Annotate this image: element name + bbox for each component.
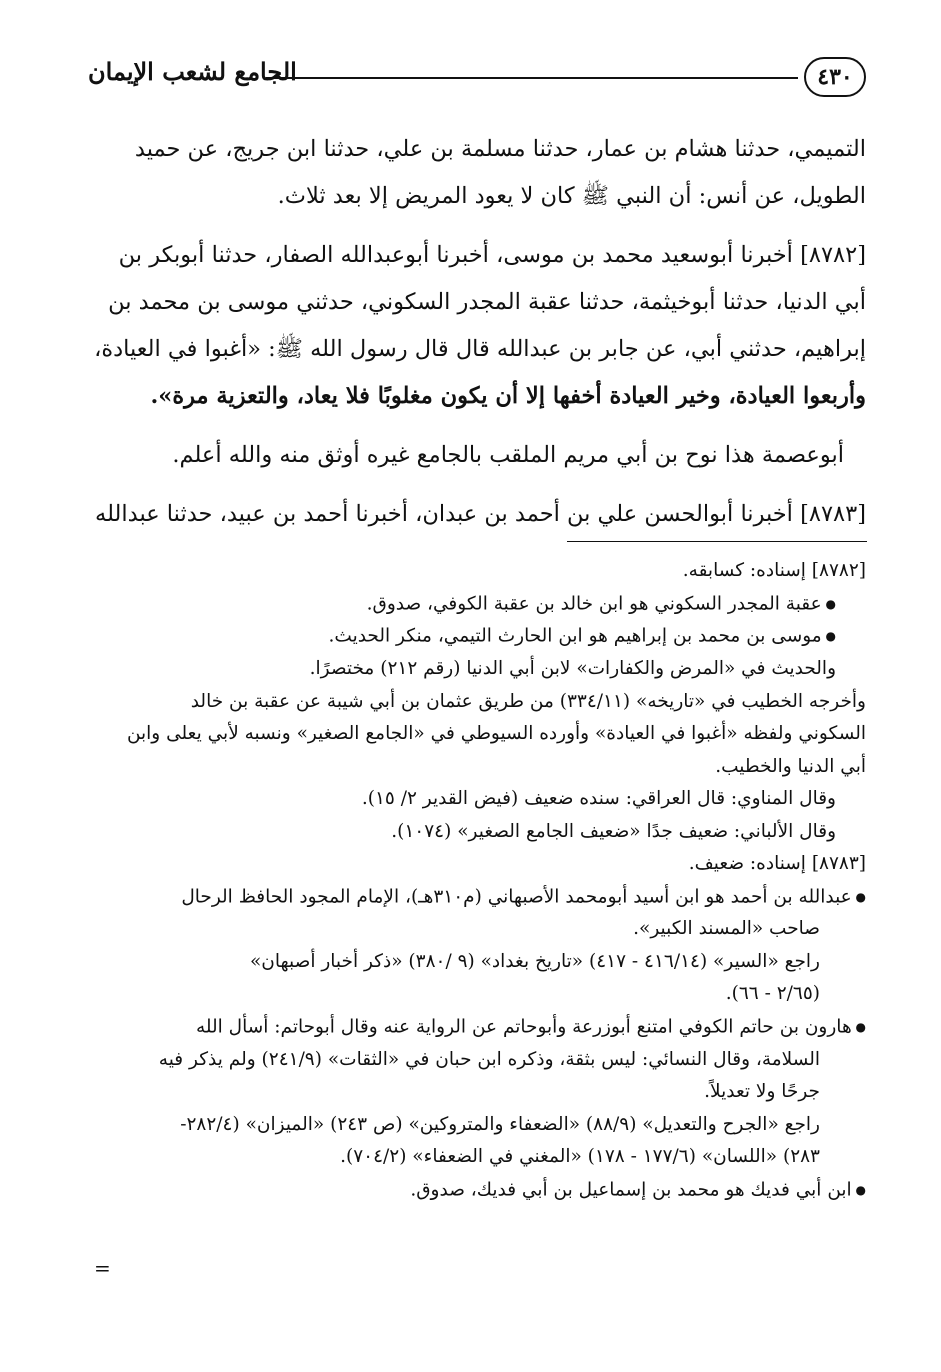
- header-rule: [266, 77, 798, 79]
- footnote-line: ● هارون بن حاتم الكوفي امتنع أبوزرعة وأبوحاتم عن الرواية عنه وقال أبوحاتم: أسأل الله: [84, 1011, 866, 1044]
- footnote-line: [٨٧٨٣] إسناده: ضعيف.: [688, 853, 866, 874]
- footnote-line: ● موسى بن محمد بن إبراهيم هو ابن الحارث التيمي، منكر الحديث.: [84, 620, 866, 653]
- footnote-line: أبي الدنيا والخطيب.: [715, 755, 866, 777]
- footnote-line: ● ابن أبي فديك هو محمد بن إسماعيل بن أبي فديك، صدوق.: [84, 1174, 866, 1207]
- footnote-line: وقال الألباني: ضعيف جدًا «ضعيف الجامع الصغير» (١٠٧٤).: [391, 820, 836, 842]
- footnote-line: ● عقبة المجدر السكوني هو ابن خالد بن عقبة الكوفي، صدوق.: [84, 588, 866, 621]
- hadith-8783-line: [٨٧٨٣] أخبرنا أبوالحسن علي بن أحمد بن عبدان، أخبرنا أحمد بن عبيد، حدثنا عبدالله: [95, 501, 866, 527]
- main-line: الطويل، عن أنس: أن النبي ﷺ كان لا يعود المريض إلا بعد ثلاث.: [277, 183, 866, 209]
- book-title: الجامع لشعب الإيمان: [88, 57, 297, 86]
- page-header: [88, 55, 866, 103]
- hadith-8782-line: أبي الدنيا، حدثنا أبوخيثمة، حدثنا عقبة المجدر السكوني، حدثني موسى بن محمد بن: [108, 289, 866, 315]
- footnote-line: [٨٧٨٢] إسناده: كسابقه.: [682, 560, 866, 581]
- main-text: [84, 126, 866, 538]
- footnote-separator: [567, 541, 867, 542]
- page-number: ٤٣٠: [804, 57, 866, 97]
- footnote-line: السلامة، وقال النسائي: ليس بثقة، وذكره ابن حبان في «الثقات» (٢٤١/٩) ولم يذكر فيه: [158, 1048, 820, 1070]
- hadith-8782-line: إبراهيم، حدثني أبي، عن جابر بن عبدالله قال قال رسول الله ﷺ: «أغبوا في العيادة،: [94, 336, 866, 362]
- footnote-line: والحديث في «المرض والكفارات» لابن أبي الدنيا (رقم ٢١٢) مختصرًا.: [309, 658, 836, 679]
- continuation-mark: =: [94, 1256, 111, 1280]
- commentary-line: أبوعصمة هذا نوح بن أبي مريم الملقب بالجامع غيره أوثق منه والله أعلم.: [172, 442, 844, 468]
- footnote-line: راجع «الجرح والتعديل» (٨٨/٩) «الضعفاء والمتروكين» (ص ٢٤٣) «الميزان» (٢٨٢/٤-: [180, 1113, 820, 1135]
- footnote-line: ● عبدالله بن أحمد هو ابن أسيد أبومحمد الأصبهاني (م٣١٠هـ)، الإمام المجود الحافظ الرحال: [84, 881, 866, 914]
- footnote-line: (٢/٦٥ - ٦٦).: [725, 983, 820, 1005]
- footnotes: [84, 555, 866, 1206]
- footnote-line: جرحًا ولا تعديلاً.: [704, 1081, 820, 1102]
- hadith-8782-line: وأربعوا العيادة، وخير العيادة أخفها إلا أن يكون مغلوبًا فلا يعاد، والتعزية مرة».: [150, 383, 866, 409]
- main-line: التميمي، حدثنا هشام بن عمار، حدثنا مسلمة بن علي، حدثنا ابن جريج، عن حميد: [134, 136, 866, 162]
- hadith-8782-line: [٨٧٨٢] أخبرنا أبوسعيد محمد بن موسى، أخبرنا أبوعبدالله الصفار، حدثنا أبوبكر بن: [118, 242, 866, 268]
- footnote-line: السكوني ولفظه «أغبوا في العيادة» وأورده السيوطي في «الجامع الصغير» ونسبه لأبي يعلى وابن: [126, 723, 866, 744]
- footnote-line: صاحب «المسند الكبير».: [633, 918, 820, 940]
- footnote-line: راجع «السير» (٤١٦/١٤ - ٤١٧) «تاريخ بغداد» (٩ /٣٨٠) «ذكر أخبار أصبهان»: [249, 950, 820, 972]
- footnote-line: وأخرجه الخطيب في «تاريخه» (٣٣٤/١١) من طريق عثمان بن أبي شيبة عن عقبة بن خالد: [190, 690, 866, 712]
- footnote-line: وقال المناوي: قال العراقي: سنده ضعيف (فيض القدير ٢/ ١٥).: [361, 788, 836, 809]
- footnote-line: ٢٨٣) «اللسان» (١٧٧/٦ - ١٧٨) «المغني في الضعفاء» (٧٠٤/٢).: [340, 1146, 820, 1167]
